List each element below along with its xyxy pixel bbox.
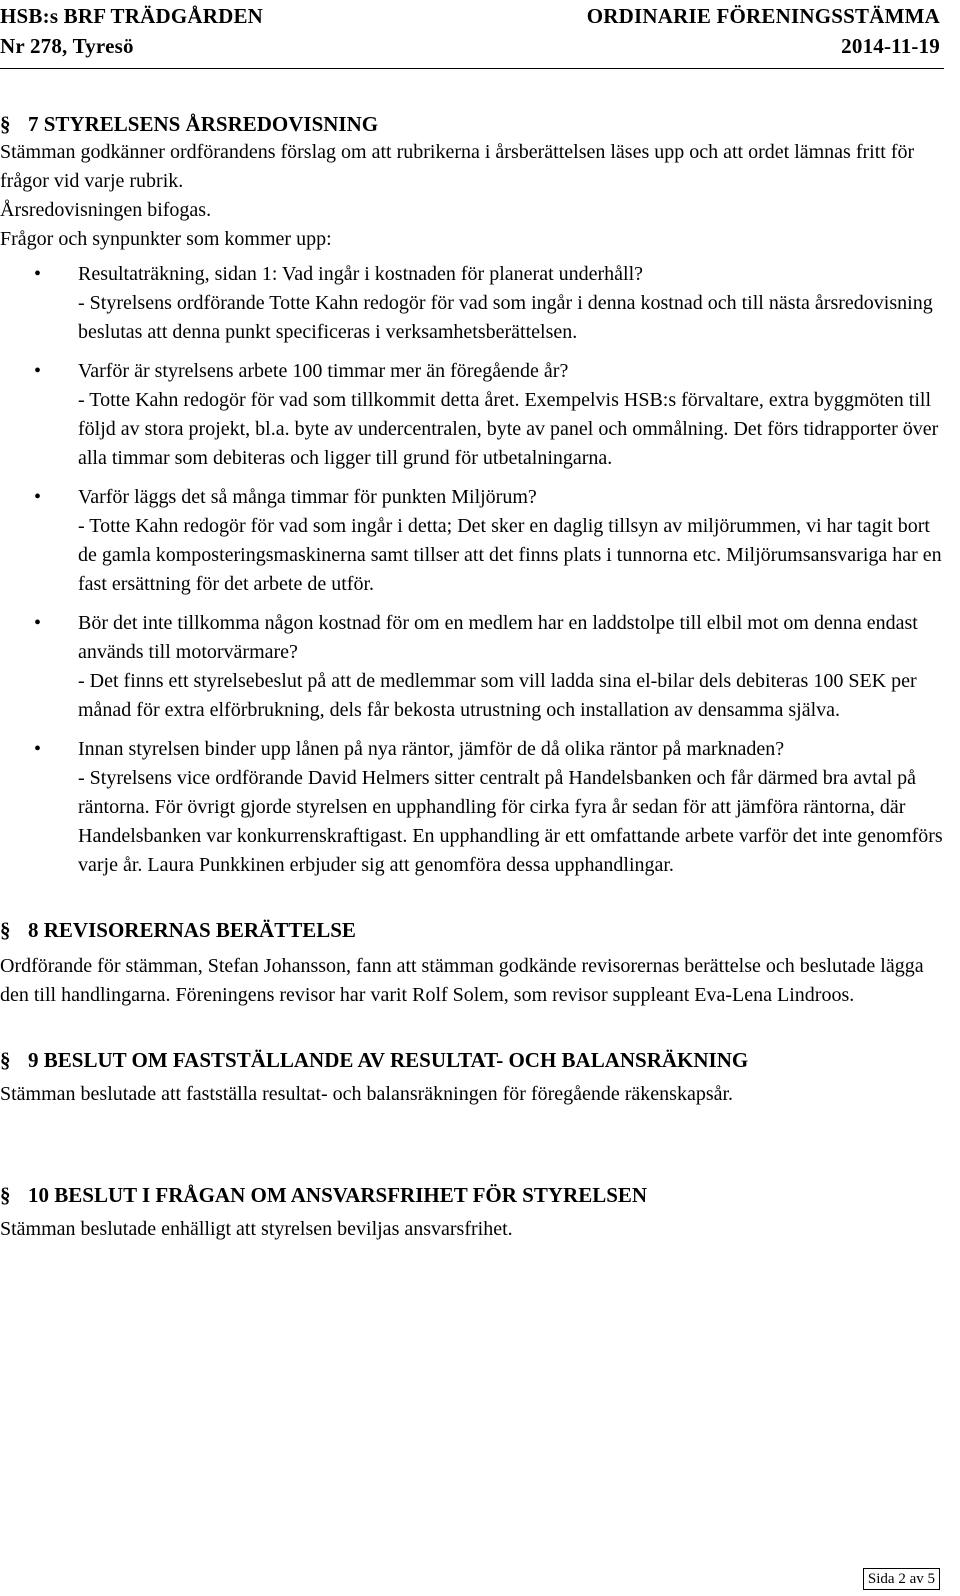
header-date: 2014-11-19	[841, 34, 940, 58]
list-item	[0, 735, 944, 880]
bullet-icon: •	[34, 360, 42, 382]
page-header	[0, 4, 960, 64]
section-7	[0, 110, 944, 880]
question-text: Varför läggs det så många timmar för punkten Miljörum?	[78, 486, 537, 508]
section-8	[0, 916, 944, 1010]
section-10	[0, 1181, 944, 1244]
section-7-attachment-note: Årsredovisningen bifogas.	[0, 199, 212, 221]
section-mark: §	[0, 1183, 11, 1207]
page-number-separator: av	[905, 1571, 928, 1587]
document-body	[0, 110, 944, 1244]
section-8-heading	[0, 916, 944, 944]
bullet-icon: •	[34, 738, 42, 760]
list-item	[0, 260, 944, 347]
section-9-text: Stämman beslutade att fastställa resultat- och balansräkningen för föregående räkenskapsår.	[0, 1083, 734, 1105]
section-mark: §	[0, 918, 11, 942]
list-item	[0, 357, 944, 473]
header-association-name: HSB:s BRF TRÄDGÅRDEN	[0, 4, 264, 28]
section-9-heading	[0, 1046, 944, 1074]
bullet-icon: •	[34, 612, 42, 634]
section-9	[0, 1046, 944, 1109]
question-text: Bör det inte tillkomma någon kostnad för om en medlem har en laddstolpe till elbil mot om denna endast används till motorvärmare?	[78, 612, 918, 663]
list-item	[0, 483, 944, 599]
bullet-icon: •	[34, 263, 42, 285]
section-8-title: 8 REVISORERNAS BERÄTTELSE	[28, 918, 356, 942]
section-7-questions-intro: Frågor och synpunkter som kommer upp:	[0, 228, 332, 250]
question-text: Resultaträkning, sidan 1: Vad ingår i kostnaden för planerat underhåll?	[78, 263, 644, 285]
answer-text: - Styrelsens ordförande Totte Kahn redogör för vad som ingår i denna kostnad och till nästa årsredovisning beslutas att denna punkt specificeras i verksamhetsberättelsen.	[78, 292, 933, 343]
answer-text: - Styrelsens vice ordförande David Helmers sitter centralt på Handelsbanken och får därmed bra avtal på räntorna. För övrigt gjorde styrelsen en upphandling för cirka fyra år sedan för att jämföra räntorna, där Handelsbanken var konkurrenskraftigast. En upphandling är ett omfattande arbete varför det inte genomförs varje år. Laura Punkkinen erbjuder sig att genomföra dessa upphandlingar.	[78, 767, 943, 876]
header-meeting-type: ORDINARIE FÖRENINGSSTÄMMA	[586, 4, 940, 28]
page-number-current: 2	[898, 1571, 906, 1587]
section-7-intro: Stämman godkänner ordförandens förslag om att rubrikerna i årsberättelsen läses upp och att ordet lämnas fritt för frågor vid varje rubrik.	[0, 141, 915, 192]
page-number-prefix: Sida	[867, 1571, 899, 1587]
section-9-title: 9 BESLUT OM FASTSTÄLLANDE AV RESULTAT- OCH BALANSRÄKNING	[28, 1048, 749, 1072]
question-list	[0, 260, 944, 880]
header-association-number: Nr 278, Tyresö	[0, 34, 134, 58]
question-text: Varför är styrelsens arbete 100 timmar mer än föregående år?	[78, 360, 569, 382]
header-divider	[0, 68, 944, 69]
question-text: Innan styrelsen binder upp lånen på nya räntor, jämför de då olika räntor på marknaden?	[78, 738, 785, 760]
answer-text: - Totte Kahn redogör för vad som ingår i detta; Det sker en daglig tillsyn av miljörummen, vi har tagit bort de gamla komposteringsmaskinerna samt tillser att det finns plats i tunnorna etc. Miljörumsansvariga har en fast ersättning för det arbete de utför.	[78, 515, 942, 595]
list-item	[0, 609, 944, 725]
section-mark: §	[0, 112, 11, 136]
section-10-heading	[0, 1181, 944, 1209]
page-number	[863, 1568, 940, 1590]
page-number-total: 5	[927, 1571, 935, 1587]
section-7-title: 7 STYRELSENS ÅRSREDOVISNING	[28, 112, 379, 136]
bullet-icon: •	[34, 486, 42, 508]
section-10-text: Stämman beslutade enhälligt att styrelsen beviljas ansvarsfrihet.	[0, 1218, 513, 1240]
answer-text: - Totte Kahn redogör för vad som tillkommit detta året. Exempelvis HSB:s förvaltare, extra byggmöten till följd av stora projekt, bl.a. byte av undercentralen, byte av panel och ommålning. Det förs tidrapporter över alla timmar som debiteras och ligger till grund för utbetalningarna.	[78, 389, 939, 469]
section-mark: §	[0, 1048, 11, 1072]
section-10-title: 10 BESLUT I FRÅGAN OM ANSVARSFRIHET FÖR STYRELSEN	[28, 1183, 648, 1207]
section-8-text: Ordförande för stämman, Stefan Johansson, fann att stämman godkände revisorernas berättelse och beslutade lägga den till handlingarna. Föreningens revisor har varit Rolf Solem, som revisor suppleant Eva-Lena Lindroos.	[0, 955, 924, 1006]
section-7-heading	[0, 110, 944, 138]
answer-text: - Det finns ett styrelsebeslut på att de medlemmar som vill ladda sina el-bilar dels debiteras 100 SEK per månad för extra elförbrukning, dels får bekosta utrustning och installation av densamma själva.	[78, 670, 917, 721]
